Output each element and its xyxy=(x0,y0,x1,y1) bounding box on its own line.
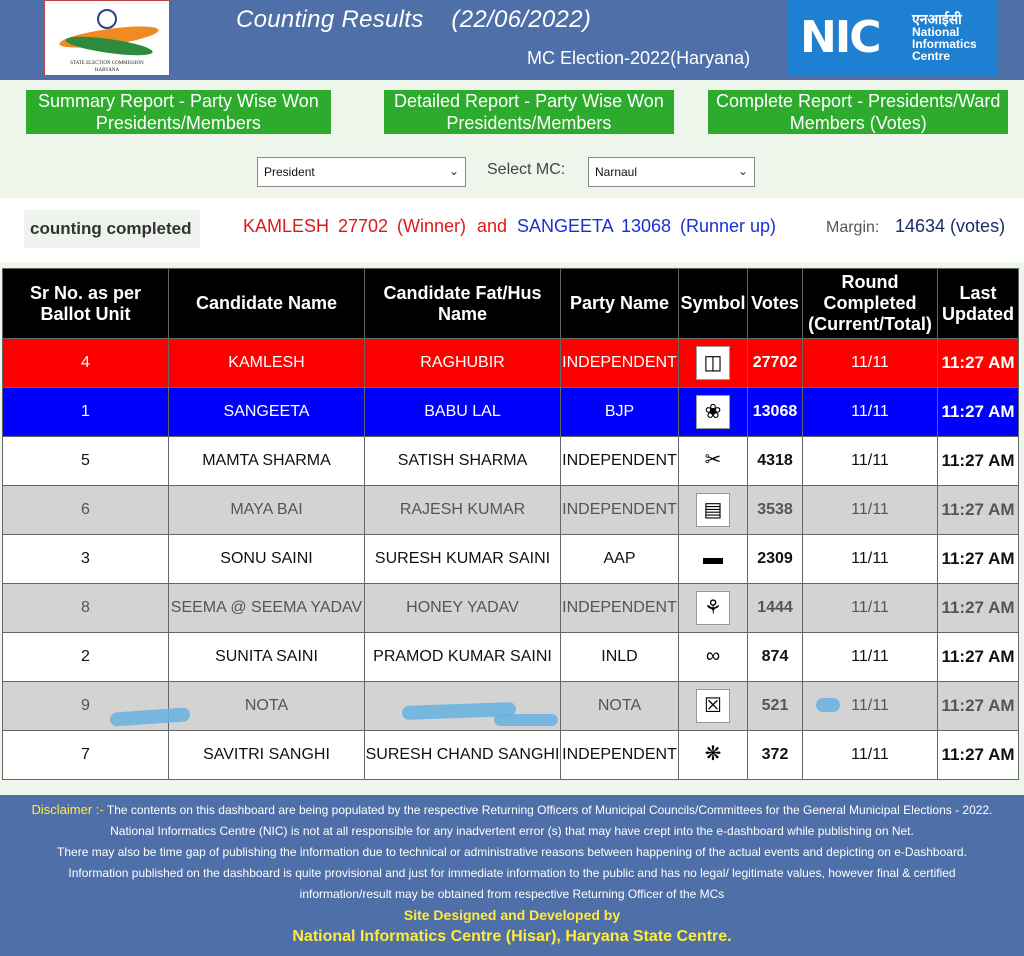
cell-symbol xyxy=(679,633,748,682)
col-last-updated: Last Updated xyxy=(938,269,1019,339)
chevron-down-icon: ⌄ xyxy=(737,164,748,178)
cell-sr: 6 xyxy=(3,486,169,535)
cell-round: 11/11 xyxy=(803,682,938,731)
cell-votes: 13068 xyxy=(748,388,803,437)
lotus-icon: ❀ xyxy=(696,395,730,429)
winner-tag: (Winner) xyxy=(397,216,467,236)
palm-tree-icon: ❋ xyxy=(696,738,730,772)
cell-symbol xyxy=(679,731,748,780)
summary-report-line1: Summary Report - Party Wise Won xyxy=(38,91,319,111)
scribble-mark xyxy=(494,714,558,726)
disclaimer-label: Disclaimer :- xyxy=(31,802,104,817)
cell-updated: 11:27 AM xyxy=(938,339,1019,388)
runner-votes: 13068 xyxy=(621,216,672,236)
col-votes: Votes xyxy=(748,269,803,339)
col-candidate-name: Candidate Name xyxy=(169,269,365,339)
cell-updated: 11:27 AM xyxy=(938,584,1019,633)
nota-icon: ☒ xyxy=(696,689,730,723)
cell-updated: 11:27 AM xyxy=(938,682,1019,731)
cell-symbol xyxy=(679,339,748,388)
table-row xyxy=(3,388,1019,437)
scribble-mark xyxy=(816,698,840,712)
cell-votes: 27702 xyxy=(748,339,803,388)
complete-report-button[interactable] xyxy=(708,90,1008,134)
cell-father: SURESH CHAND SANGHI xyxy=(365,731,561,780)
logo-caption-state: HARYANA xyxy=(94,68,120,73)
disclaimer-line4: Information published on the dashboard is quite provisional and just for immediate information to the public and has no legal/ legitimate values, however final & certified xyxy=(68,866,956,880)
cell-symbol xyxy=(679,535,748,584)
cell-symbol xyxy=(679,437,748,486)
cell-sr: 4 xyxy=(3,339,169,388)
cell-father: HONEY YADAV xyxy=(365,584,561,633)
scissors-icon: ✂ xyxy=(696,444,730,478)
cell-father: RAGHUBIR xyxy=(365,339,561,388)
col-sr-no: Sr No. as per Ballot Unit xyxy=(3,269,169,339)
cell-sr: 7 xyxy=(3,731,169,780)
post-select[interactable] xyxy=(257,157,466,187)
table-row xyxy=(3,437,1019,486)
col-party-name: Party Name xyxy=(561,269,679,339)
chevron-down-icon: ⌄ xyxy=(448,164,459,178)
detailed-report-line1: Detailed Report - Party Wise Won xyxy=(394,91,664,111)
cell-votes: 4318 xyxy=(748,437,803,486)
page-title: Counting Results (22/06/2022) xyxy=(236,6,592,33)
cell-name: MAYA BAI xyxy=(169,486,365,535)
cell-father: RAJESH KUMAR xyxy=(365,486,561,535)
cell-symbol xyxy=(679,584,748,633)
cell-name: NOTA xyxy=(169,682,365,731)
cell-votes: 372 xyxy=(748,731,803,780)
cell-party: INDEPENDENT xyxy=(561,584,679,633)
cell-father: BABU LAL xyxy=(365,388,561,437)
cell-party: INDEPENDENT xyxy=(561,437,679,486)
cell-updated: 11:27 AM xyxy=(938,486,1019,535)
complete-report-line1: Complete Report - Presidents/Ward xyxy=(716,91,1001,111)
spectacles-icon: ∞ xyxy=(696,640,730,674)
cell-votes: 521 xyxy=(748,682,803,731)
cell-party: AAP xyxy=(561,535,679,584)
cell-party: INDEPENDENT xyxy=(561,486,679,535)
detailed-report-button[interactable] xyxy=(384,90,674,134)
cell-father: SATISH SHARMA xyxy=(365,437,561,486)
complete-report-line2: Members (Votes) xyxy=(789,113,927,133)
cell-symbol xyxy=(679,486,748,535)
disclaimer-line2: National Informatics Centre (NIC) is not at all responsible for any inadvertent error (s) that may have crept into the e-dashboard while publishing on Net. xyxy=(110,824,914,838)
cell-round: 11/11 xyxy=(803,584,938,633)
table-row xyxy=(3,731,1019,780)
summary-report-button[interactable] xyxy=(26,90,331,134)
col-father-husband-name: Candidate Fat/Hus Name xyxy=(365,269,561,339)
cell-updated: 11:27 AM xyxy=(938,535,1019,584)
mc-select-label: Select MC: xyxy=(487,161,566,178)
cell-sr: 3 xyxy=(3,535,169,584)
cell-symbol xyxy=(679,388,748,437)
developer-credit: National Informatics Centre (Hisar), Haryana State Centre. xyxy=(292,928,732,945)
cell-name: KAMLESH xyxy=(169,339,365,388)
cell-sr: 2 xyxy=(3,633,169,682)
cell-round: 11/11 xyxy=(803,339,938,388)
table-row xyxy=(3,486,1019,535)
cell-name: SONU SAINI xyxy=(169,535,365,584)
almirah-icon: ◫ xyxy=(696,346,730,380)
cell-updated: 11:27 AM xyxy=(938,388,1019,437)
header-bar xyxy=(0,0,1024,80)
figure-icon: ⚘ xyxy=(696,591,730,625)
page-subtitle: MC Election-2022(Haryana) xyxy=(527,48,751,68)
cell-round: 11/11 xyxy=(803,633,938,682)
cell-name: SUNITA SAINI xyxy=(169,633,365,682)
cell-name: SEEMA @ SEEMA YADAV xyxy=(169,584,365,633)
cell-votes: 874 xyxy=(748,633,803,682)
cell-votes: 1444 xyxy=(748,584,803,633)
nic-logo xyxy=(788,0,998,76)
winner-votes: 27702 xyxy=(338,216,389,236)
cell-father: PRAMOD KUMAR SAINI xyxy=(365,633,561,682)
cell-father: SURESH KUMAR SAINI xyxy=(365,535,561,584)
nic-english-text: National Informatics Centre xyxy=(912,25,977,63)
cell-sr: 1 xyxy=(3,388,169,437)
cell-party: BJP xyxy=(561,388,679,437)
disclaimer-text1: The contents on this dashboard are being populated by the respective Returning Officers of Municipal Councils/Committees for the General Municipal Elections - 2022. xyxy=(103,803,993,817)
disclaimer-line3: There may also be time gap of publishing the information due to technical or administrative reasons between happening of the actual events and depicting on e-Dashboard. xyxy=(57,845,967,859)
logo-chakra-icon xyxy=(97,9,117,29)
logo-caption: STATE ELECTION COMMISSION xyxy=(70,61,144,66)
cell-votes: 3538 xyxy=(748,486,803,535)
cell-updated: 11:27 AM xyxy=(938,633,1019,682)
status-and: and xyxy=(477,216,508,236)
runner-name: SANGEETA xyxy=(517,216,614,236)
mc-select-value: Narnaul xyxy=(595,165,638,179)
cell-sr: 9 xyxy=(3,682,169,731)
mc-select[interactable] xyxy=(588,157,755,187)
cell-sr: 5 xyxy=(3,437,169,486)
post-select-value: President xyxy=(264,165,315,179)
cell-party: INDEPENDENT xyxy=(561,339,679,388)
cell-votes: 2309 xyxy=(748,535,803,584)
cell-round: 11/11 xyxy=(803,388,938,437)
disclaimer-line5: information/result may be obtained from respective Returning Officer of the MCs xyxy=(299,887,725,901)
table-row xyxy=(3,535,1019,584)
cell-round: 11/11 xyxy=(803,731,938,780)
cell-party: INLD xyxy=(561,633,679,682)
cell-name: MAMTA SHARMA xyxy=(169,437,365,486)
col-symbol: Symbol xyxy=(679,269,748,339)
disclaimer-line1 xyxy=(0,799,1024,821)
nic-hindi-text: एनआईसी xyxy=(912,11,962,27)
broom-icon: ▬ xyxy=(696,542,730,576)
summary-report-line2: Presidents/Members xyxy=(82,112,275,134)
cell-symbol xyxy=(679,682,748,731)
status-badge: counting completed xyxy=(24,210,200,248)
nic-mark: NIC xyxy=(800,12,880,63)
sec-logo xyxy=(44,0,170,76)
cell-round: 11/11 xyxy=(803,486,938,535)
detailed-report-line2: Presidents/Members xyxy=(446,113,612,133)
margin-label: Margin: xyxy=(826,219,880,236)
table-header-row xyxy=(3,269,1019,339)
cell-name: SAVITRI SANGHI xyxy=(169,731,365,780)
cell-updated: 11:27 AM xyxy=(938,731,1019,780)
cell-name: SANGEETA xyxy=(169,388,365,437)
cell-round: 11/11 xyxy=(803,535,938,584)
cell-updated: 11:27 AM xyxy=(938,437,1019,486)
winner-name: KAMLESH xyxy=(243,216,330,236)
cell-round: 11/11 xyxy=(803,437,938,486)
cell-party: NOTA xyxy=(561,682,679,731)
table-row xyxy=(3,584,1019,633)
runner-tag: (Runner up) xyxy=(680,216,777,236)
bus-icon: ▤ xyxy=(696,493,730,527)
table-row xyxy=(3,633,1019,682)
margin-value: 14634 (votes) xyxy=(895,216,1006,236)
footer-disclaimer xyxy=(0,795,1024,956)
col-round-completed: Round Completed (Current/Total) xyxy=(803,269,938,339)
designed-by: Site Designed and Developed by xyxy=(403,907,621,923)
cell-sr: 8 xyxy=(3,584,169,633)
cell-party: INDEPENDENT xyxy=(561,731,679,780)
table-row xyxy=(3,339,1019,388)
